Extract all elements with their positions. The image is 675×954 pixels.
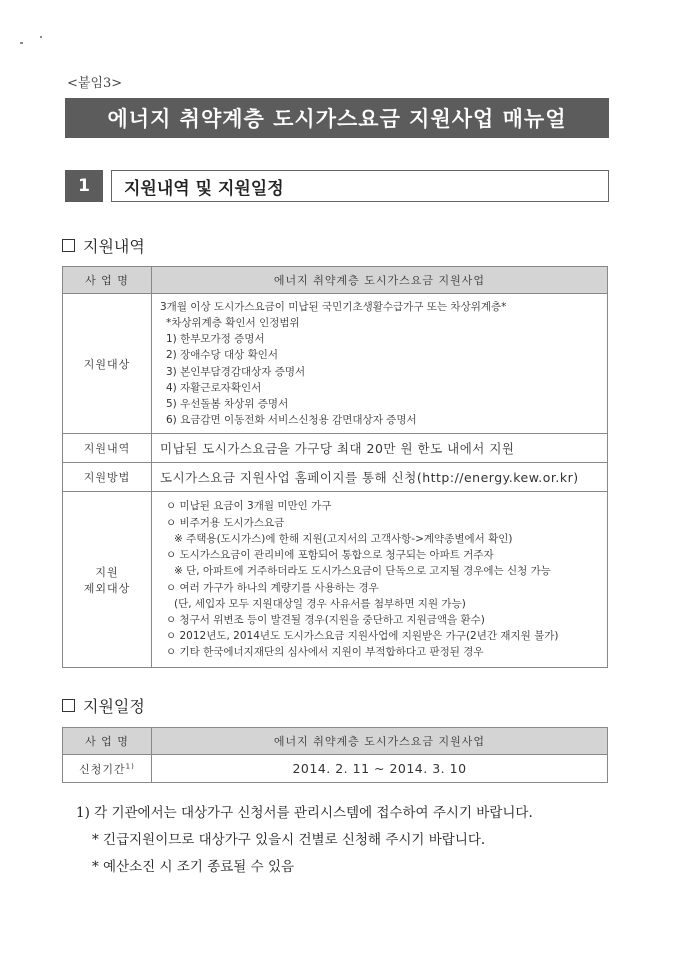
row-label-line: 지원 — [95, 565, 119, 579]
schedule-table — [62, 727, 608, 783]
row-content: 미납된 도시가스요금을 가구당 최대 20만 원 한도 내에서 지원 — [152, 434, 608, 463]
content-line: 3개월 이상 도시가스요금이 미납된 국민기초생활수급가구 또는 차상위계층* — [160, 300, 507, 313]
checkbox-icon — [62, 699, 75, 712]
content-line: 2) 장애수당 대상 확인서 — [166, 349, 279, 362]
table-row — [63, 434, 608, 463]
scan-speck — [20, 42, 23, 44]
section-heading — [65, 170, 609, 202]
content-line: ㅇ 여러 가구가 하나의 계량기를 사용하는 경우 — [166, 581, 379, 594]
table-header-value: 에너지 취약계층 도시가스요금 지원사업 — [152, 728, 608, 755]
content-line: (단, 세입자 모두 지원대상일 경우 사유서를 첨부하면 지원 가능) — [174, 597, 466, 610]
table-row — [63, 294, 608, 434]
table-header-label: 사 업 명 — [63, 728, 152, 755]
footnote-line: 1) 각 기관에서는 대상가구 신청서를 관리시스템에 접수하여 주시기 바랍니다. — [76, 805, 533, 821]
row-label — [63, 492, 152, 668]
row-content: 도시가스요금 지원사업 홈페이지를 통해 신청(http://energy.kew.or.kr) — [152, 463, 608, 492]
row-content: 2014. 2. 11 ~ 2014. 3. 10 — [152, 755, 608, 783]
content-line: ㅇ 비주거용 도시가스요금 — [166, 516, 285, 529]
table-header-label: 사 업 명 — [63, 267, 152, 294]
subheading-support-details — [62, 234, 145, 257]
content-line: ㅇ 미납된 요금이 3개월 미만인 가구 — [166, 500, 332, 513]
row-label — [63, 755, 152, 783]
content-line: 1) 한부모가정 증명서 — [166, 333, 265, 346]
section-title: 지원내역 및 지원일정 — [111, 170, 609, 202]
footnote-marker: 1) — [125, 761, 135, 770]
row-label: 지원대상 — [63, 294, 152, 434]
row-label: 지원방법 — [63, 463, 152, 492]
subheading-label: 지원일정 — [83, 697, 145, 716]
table-header-value: 에너지 취약계층 도시가스요금 지원사업 — [152, 267, 608, 294]
row-label-line: 제외대상 — [83, 581, 131, 595]
content-line: ※ 단, 아파트에 거주하더라도 도시가스요금이 단독으로 고지될 경우에는 신청 가능 — [174, 565, 551, 578]
checkbox-icon — [62, 239, 75, 252]
table-row — [63, 492, 608, 668]
footnotes — [76, 800, 533, 881]
row-content — [152, 294, 608, 434]
row-label: 지원내역 — [63, 434, 152, 463]
footnote-line: * 예산소진 시 조기 종료될 수 있음 — [92, 859, 295, 875]
content-line: ※ 주택용(도시가스)에 한해 지원(고지서의 고객사항->계약종별에서 확인) — [174, 532, 513, 545]
content-line: ㅇ 2012년도, 2014년도 도시가스요금 지원사업에 지원받은 가구(2년간 재지원 불가) — [166, 630, 559, 643]
table-row — [63, 755, 608, 783]
content-line: 3) 본인부담경감대상자 증명서 — [166, 365, 306, 378]
subheading-schedule — [62, 694, 145, 717]
table-row — [63, 463, 608, 492]
content-line: ㅇ 도시가스요금이 관리비에 포함되어 통합으로 청구되는 아파트 거주자 — [166, 549, 494, 562]
scan-speck — [40, 36, 42, 38]
content-line: 5) 우선돌봄 차상위 증명서 — [166, 397, 289, 410]
subheading-label: 지원내역 — [83, 237, 145, 256]
support-details-table — [62, 266, 608, 668]
content-line: 4) 자활근로자확인서 — [166, 381, 262, 394]
main-title: 에너지 취약계층 도시가스요금 지원사업 매뉴얼 — [65, 98, 609, 138]
footnote-line: * 긴급지원이므로 대상가구 있을시 건별로 신청해 주시기 바랍니다. — [92, 832, 486, 848]
content-line: *차상위계층 확인서 인정범위 — [166, 316, 300, 329]
content-line: ㅇ 청구서 위변조 등이 발견될 경우(지원을 중단하고 지원금액을 환수) — [166, 613, 485, 626]
row-content — [152, 492, 608, 668]
attachment-tag: <붙임3> — [67, 76, 123, 91]
content-line: ㅇ 기타 한국에너지재단의 심사에서 지원이 부적합하다고 판정된 경우 — [166, 646, 484, 659]
section-number: 1 — [65, 170, 103, 202]
row-label-text: 신청기간 — [79, 762, 126, 776]
content-line: 6) 요금감면 이동전화 서비스신청용 감면대상자 증명서 — [166, 414, 417, 427]
